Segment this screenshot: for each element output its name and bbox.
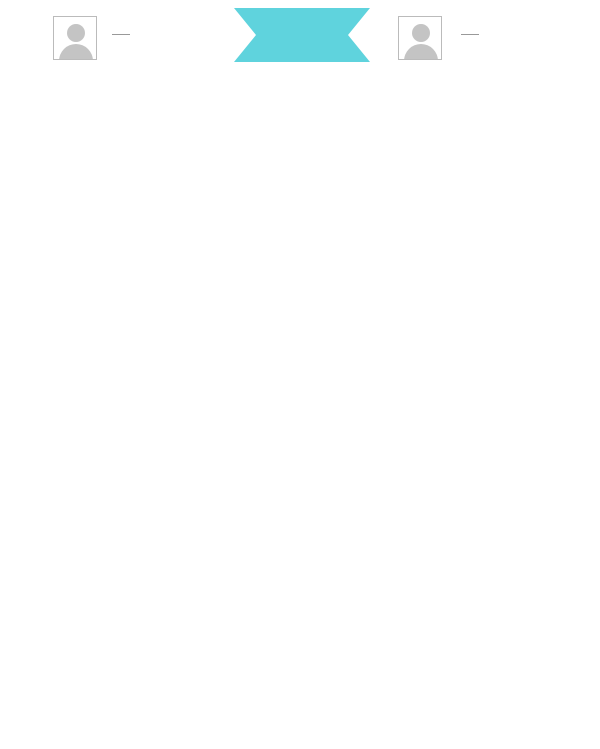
title-banner	[232, 2, 372, 68]
right-avatar	[398, 16, 442, 60]
left-respondent	[106, 22, 130, 33]
right-respondent-name	[461, 23, 479, 35]
right-respondent	[455, 22, 479, 33]
header	[0, 0, 600, 82]
left-respondent-name	[112, 23, 130, 35]
left-avatar	[53, 16, 97, 60]
title-banner-shape	[232, 2, 372, 68]
